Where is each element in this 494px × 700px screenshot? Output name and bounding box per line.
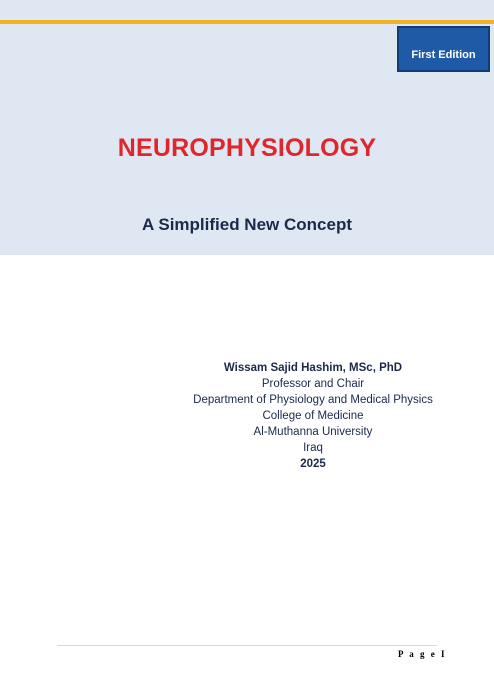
- book-title: NEUROPHYSIOLOGY: [117, 134, 377, 162]
- author-block: [130, 360, 494, 472]
- footer-divider: [57, 645, 437, 646]
- gold-accent-bar: [0, 20, 494, 24]
- publication-year: 2025: [300, 458, 326, 470]
- author-university: Al-Muthanna University: [253, 426, 373, 438]
- page-number: P a g e I: [398, 649, 447, 659]
- author-position: Professor and Chair: [261, 378, 365, 390]
- author-department: Department of Physiology and Medical Physics: [193, 394, 433, 406]
- author-college: College of Medicine: [262, 410, 364, 422]
- author-country: Iraq: [303, 442, 323, 454]
- book-subtitle: A Simplified New Concept: [141, 215, 352, 234]
- author-name: Wissam Sajid Hashim, MSc, PhD: [223, 362, 403, 374]
- edition-badge: [397, 26, 490, 72]
- edition-label: First Edition: [411, 49, 476, 61]
